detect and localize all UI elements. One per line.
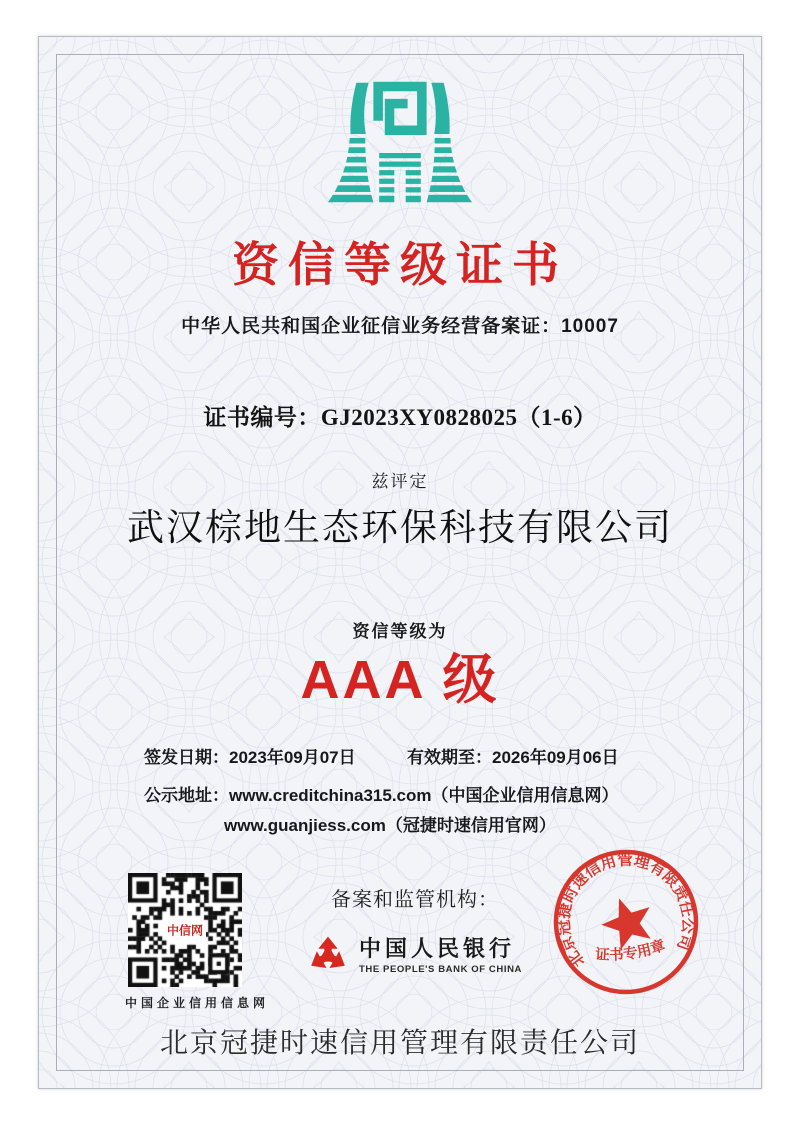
- pboc-name-en: THE PEOPLE'S BANK OF CHINA: [359, 963, 523, 975]
- seal-label-text: 证书专用章: [594, 937, 668, 964]
- seal-company-text: 北京冠捷时速信用管理有限责任公司: [555, 851, 697, 971]
- svg-text:证书专用章: [592, 935, 668, 967]
- valid-until-date: 有效期至：2026年09月06日: [407, 748, 619, 767]
- pboc-name-cn: 中国人民银行: [359, 936, 516, 962]
- certificate-number: 证书编号：GJ2023XY0828025（1-6）: [203, 405, 597, 430]
- regulator-label: 备案和监管机构：: [331, 889, 499, 911]
- qr-center-label: 中信网: [164, 921, 206, 940]
- issuer-company-name: 北京冠捷时速信用管理有限责任公司: [159, 1027, 640, 1058]
- hereby-text: 兹评定: [371, 472, 429, 491]
- qr-code: [128, 873, 242, 987]
- rating-label: 资信等级为: [352, 622, 448, 641]
- certificate-paper: [38, 36, 762, 1089]
- certificate-title: 资信等级证书: [232, 238, 568, 291]
- company-seal: [539, 835, 713, 1009]
- rating-value: AAA 级: [300, 650, 500, 710]
- guanjie-gh-logo-icon: [324, 77, 476, 210]
- issue-date: 签发日期：2023年09月07日: [144, 748, 356, 767]
- issuer-logo: [39, 77, 761, 215]
- publicity-url-line1: 公示地址：www.creditchina315.com（中国企业信用信息网）: [144, 786, 619, 805]
- rated-company-name: 武汉棕地生态环保科技有限公司: [127, 508, 673, 549]
- registration-line: 中华人民共和国企业征信业务经营备案证：10007: [181, 316, 619, 337]
- pboc-emblem-icon: [307, 933, 349, 979]
- qr-caption: 中国企业信用信息网: [125, 996, 270, 1010]
- pboc-logo-block: [307, 933, 522, 979]
- date-row: [39, 743, 761, 765]
- publicity-url-line2: www.guanjiess.com（冠捷时速信用官网）: [224, 816, 556, 835]
- qr-code-block: [125, 873, 270, 1011]
